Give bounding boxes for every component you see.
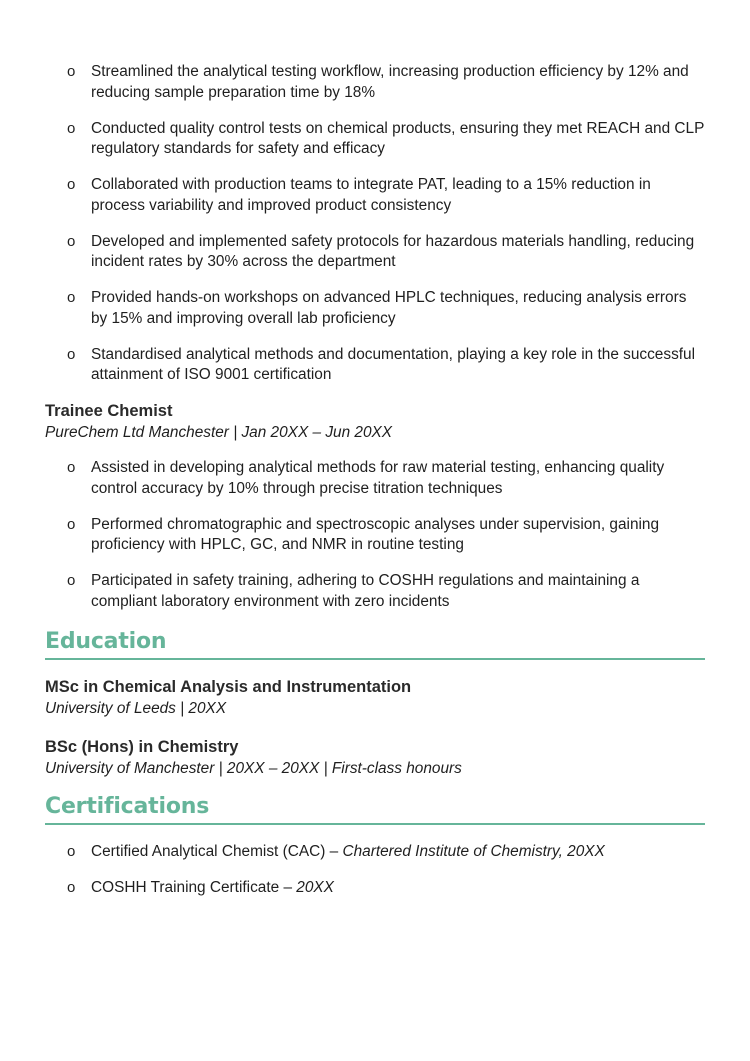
certifications-list — [45, 842, 705, 899]
bullet-icon: o — [67, 63, 76, 80]
list-item — [45, 842, 705, 863]
bullet-icon: o — [67, 176, 76, 193]
list-item — [45, 458, 705, 499]
degree-title: MSc in Chemical Analysis and Instrumentation — [45, 677, 412, 696]
bullet-text: Developed and implemented safety protocols for hazardous materials handling, reducing incident rates by 30% across the department — [91, 232, 695, 270]
bullet-text: Streamlined the analytical testing workflow, increasing production efficiency by 12% and reducing sample preparation time by 18% — [91, 63, 689, 101]
degree-meta: University of Manchester | 20XX – 20XX | First-class honours — [45, 759, 462, 777]
degree-title: BSc (Hons) in Chemistry — [45, 737, 239, 756]
education-entry — [45, 677, 705, 719]
bullet-text: Provided hands-on workshops on advanced HPLC techniques, reducing analysis errors by 15% and improving overall lab proficiency — [91, 289, 687, 327]
bullet-icon: o — [67, 572, 76, 589]
bullet-icon: o — [67, 878, 76, 896]
list-item — [45, 571, 705, 612]
bullet-icon: o — [67, 232, 76, 250]
bullet-icon: o — [67, 515, 76, 533]
bullet-text: Collaborated with production teams to integrate PAT, leading to a 15% reduction in process variability and improved product consistency — [91, 176, 651, 214]
job-meta: PureChem Ltd Manchester | Jan 20XX – Jun 20XX — [45, 424, 393, 441]
certification-detail: Chartered Institute of Chemistry, 20XX — [342, 842, 605, 860]
list-item — [45, 878, 705, 899]
education-entry — [45, 737, 705, 779]
degree-meta: University of Leeds | 20XX — [45, 699, 227, 717]
bullet-text: Performed chromatographic and spectroscopic analyses under supervision, gaining proficiency with HPLC, GC, and NMR in routine testing — [91, 515, 660, 553]
bullet-icon: o — [67, 119, 76, 137]
list-item — [45, 119, 705, 160]
certification-detail: 20XX — [296, 878, 334, 896]
list-item — [45, 232, 705, 273]
list-item — [45, 345, 705, 386]
bullet-text: Standardised analytical methods and documentation, playing a key role in the successful attainment of ISO 9001 certification — [91, 345, 696, 383]
job-title: Trainee Chemist — [45, 402, 173, 420]
bullet-icon: o — [67, 345, 76, 363]
bullet-icon: o — [67, 289, 76, 306]
list-item — [45, 288, 705, 329]
trainee-role-bullets — [45, 458, 705, 612]
list-item — [45, 62, 705, 103]
list-item — [45, 515, 705, 556]
resume-content — [45, 62, 705, 914]
certification-name: COSHH Training Certificate – — [91, 878, 297, 896]
bullet-text: Assisted in developing analytical methods for raw material testing, enhancing quality control accuracy by 10% through precise titration techniques — [91, 459, 665, 497]
bullet-icon: o — [67, 842, 76, 860]
certification-name: Certified Analytical Chemist (CAC) – — [91, 842, 343, 860]
previous-role-bullets — [45, 62, 705, 386]
bullet-text: Conducted quality control tests on chemical products, ensuring they met REACH and CLP regulatory standards for safety and efficacy — [91, 119, 705, 157]
bullet-text: Participated in safety training, adhering to COSHH regulations and maintaining a compliant laboratory environment with zero incidents — [91, 572, 640, 610]
bullet-icon: o — [67, 459, 76, 476]
list-item — [45, 175, 705, 216]
certifications-heading: Certifications — [45, 793, 705, 825]
education-heading: Education — [45, 628, 705, 660]
